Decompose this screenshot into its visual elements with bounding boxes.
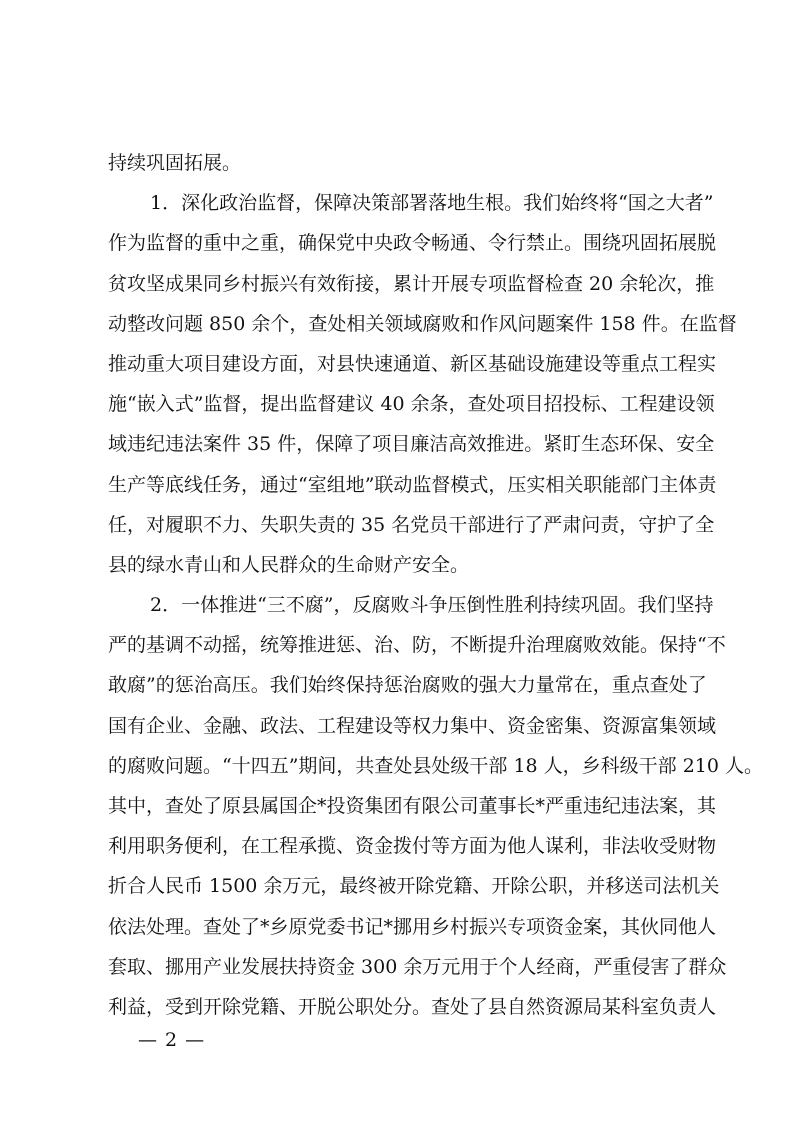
text-line: 国有企业、金融、政法、工程建设等权力集中、资金密集、资源富集领域 — [108, 714, 717, 737]
text-line: 贫攻坚成果同乡村振兴有效衔接，累计开展专项监督检查 20 余轮次，推 — [108, 272, 715, 295]
text-line: 利用职务便利，在工程承揽、资金拨付等方面为他人谋利，非法收受财物 — [108, 835, 717, 858]
text-line: 其中，查处了原县属国企*投资集团有限公司董事长*严重违纪违法案，其 — [108, 795, 717, 817]
text-line: 严的基调不动摇，统筹推进惩、治、防，不断提升治理腐败效能。保持“不 — [108, 634, 726, 657]
text-line: 县的绿水青山和人民群众的生命财产安全。 — [108, 553, 470, 576]
text-line: 持续巩固拓展。 — [108, 152, 242, 174]
text-line: 的腐败问题。“十四五”期间，共查处县处级干部 18 人，乡科级干部 210 人。 — [108, 754, 764, 777]
text-line: 依法处理。查处了*乡原党委书记*挪用乡村振兴专项资金案，其伙同他人 — [108, 915, 717, 938]
text-line: 折合人民币 1500 余万元，最终被开除党籍、开除公职，并移送司法机关 — [108, 875, 720, 898]
text-line: 域违纪违法案件 35 件，保障了项目廉洁高效推进。紧盯生态环保、安全 — [108, 433, 715, 456]
text-line: 生产等底线任务，通过“室组地”联动监督模式，压实相关职能部门主体责 — [108, 473, 717, 496]
text-line: 作为监督的重中之重，确保党中央政令畅通、令行禁止。围绕巩固拓展脱 — [108, 232, 717, 255]
text-line: 施“嵌入式”监督，提出监督建议 40 余条，查处项目招投标、工程建设领 — [108, 393, 715, 416]
text-line: 敢腐”的惩治高压。我们始终保持惩治腐败的强大力量常在，重点查处了 — [108, 674, 707, 697]
body-text — [108, 143, 764, 1027]
text-line: 任，对履职不力、失职失责的 35 名党员干部进行了严肃问责，守护了全 — [108, 513, 715, 536]
text-line: 2．一体推进“三不腐”，反腐败斗争压倒性胜利持续巩固。我们坚持 — [150, 594, 714, 617]
text-line: 1．深化政治监督，保障决策部署落地生根。我们始终将“国之大者” — [150, 192, 714, 215]
text-line: 推动重大项目建设方面，对县快速通道、新区基础设施建设等重点工程实 — [108, 352, 717, 375]
page-number: — 2 — — [138, 1029, 206, 1051]
text-line: 动整改问题 850 余个，查处相关领域腐败和作风问题案件 158 件。在监督 — [108, 312, 737, 335]
text-line: 套取、挪用产业发展扶持资金 300 余万元用于个人经商，严重侵害了群众 — [108, 955, 727, 978]
text-line: 利益，受到开除党籍、开脱公职处分。查处了县自然资源局某科室负责人 — [108, 995, 717, 1018]
